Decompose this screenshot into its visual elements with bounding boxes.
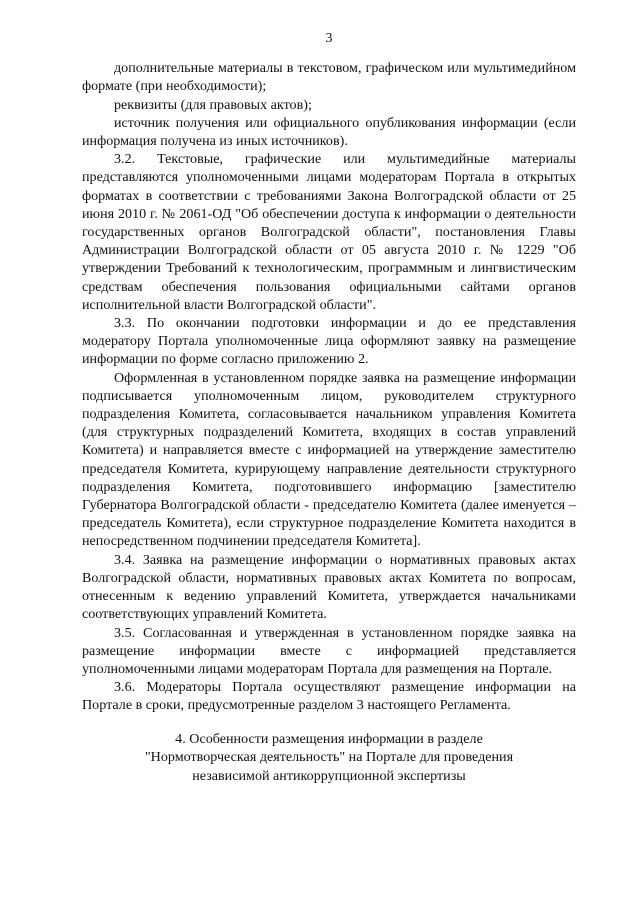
- paragraph-3-6: 3.6. Модераторы Портала осуществляют размещение информации на Портале в сроки, предусмотренные разделом 3 настоящего Регламента.: [82, 679, 576, 714]
- section-4-heading: [82, 730, 576, 786]
- paragraph-3-2: 3.2. Текстовые, графические или мультимедийные материалы представляются уполномоченными лицами модераторам Портала в открытых форматах в соответствии с требованиями Закона Волгоградской области от 25 июня 2010 г. № 2061-ОД "Об обеспечении доступа к информации о деятельности государственных органов Волгоградской области", постановления Главы Администрации Волгоградской области от 05 августа 2010 г. № 1229 "Об утверждении Требований к технологическим, программным и лингвистическим средствам обеспечения пользования официальными сайтами органов исполнительной власти Волгоградской области".: [82, 151, 576, 313]
- paragraph-3-5: 3.5. Согласованная и утвержденная в установленном порядке заявка на размещение информации вместе с информацией представляется уполномоченными лицами модераторам Портала для размещения на Портале.: [82, 624, 576, 677]
- section-heading-line: 4. Особенности размещения информации в разделе: [175, 730, 483, 747]
- paragraph-source: источник получения или официального опубликования информации (если информация получена из иных источников).: [82, 114, 576, 150]
- paragraph-3-3: 3.3. По окончании подготовки информации и до ее представления модератору Портала уполномоченные лица оформляют заявку на размещение информации по форме согласно приложению 2.: [82, 315, 576, 368]
- paragraph-application-signing: Оформленная в установленном порядке заявка на размещение информации подписывается уполномоченным лицом, руководителем структурного подразделения Комитета, согласовывается начальником управления Комитета (для структурных подразделений Комитета, входящих в состав управлений Комитета) и направляется вместе с информацией на утверждение заместителю председателя Комитета, курирующему направление деятельности структурного подразделения Комитета, подготовившего информацию [заместителю Губернатора Волгоградской области - председателю Комитета (далее именуется – председатель Комитета), если структурное подразделение Комитета находится в непосредственном подчинении председателя Комитета].: [82, 369, 576, 550]
- paragraph-3-4: 3.4. Заявка на размещение информации о нормативных правовых актах Волгоградской области, нормативных правовых актах Комитета по вопросам, отнесенным к ведению управлений Комитета, утверждается начальниками соответствующих управлений Комитета.: [82, 551, 576, 623]
- section-heading-line: "Нормотворческая деятельность" на Портале для проведения: [144, 749, 514, 766]
- document-page: [82, 30, 576, 785]
- paragraph-requisites: реквизиты (для правовых актов);: [114, 96, 312, 113]
- page-number: 3: [325, 31, 333, 46]
- paragraph-additional-materials: дополнительные материалы в текстовом, графическом или мультимедийном формате (при необходимости);: [82, 60, 576, 95]
- section-heading-line: независимой антикоррупционной экспертизы: [192, 767, 466, 784]
